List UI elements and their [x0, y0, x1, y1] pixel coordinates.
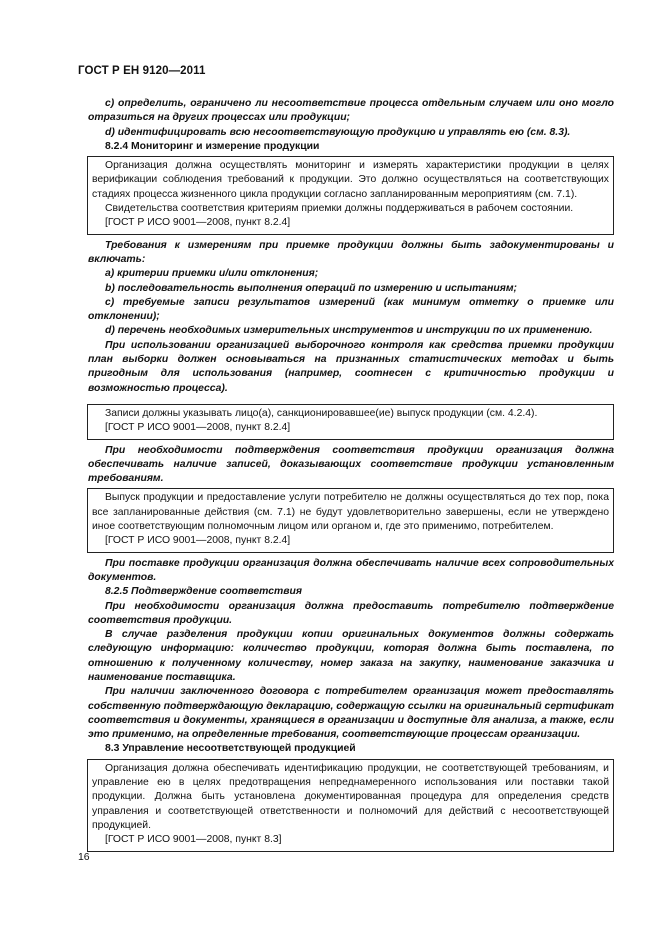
paragraph: d) идентифицировать всю несоответствующую продукцию и управлять ею (см. 8.3).: [105, 126, 571, 138]
document-header: ГОСТ Р ЕН 9120—2011: [78, 65, 206, 77]
quote-reference: [ГОСТ Р ИСО 9001—2008, пункт 8.3]: [105, 834, 282, 846]
quote-reference: [ГОСТ Р ИСО 9001—2008, пункт 8.2.4]: [105, 422, 291, 434]
paragraph: Требования к измерениям при приемке продукции должны быть задокументированы и включать:: [88, 239, 614, 265]
list-item: d) перечень необходимых измерительных инструментов и инструкции по их применению.: [105, 325, 593, 337]
paragraph: c) определить, ограничено ли несоответствие процесса отдельным случаем или оно могло отразиться на других процессах или продукции;: [88, 98, 614, 124]
list-item: c) требуемые записи результатов измерений (как минимум отметку о приемке или отклонении);: [88, 296, 614, 323]
section-heading-8-2-5: 8.2.5 Подтверждение соответствия: [105, 586, 302, 598]
paragraph: При поставке продукции организация должна обеспечивать наличие всех сопроводительных документов.: [88, 557, 614, 583]
iso-quote-box: [87, 488, 614, 552]
iso-quote-box: [87, 404, 614, 440]
quote-reference: [ГОСТ Р ИСО 9001—2008, пункт 8.2.4]: [105, 535, 291, 547]
quote-text: Организация должна осуществлять мониторинг и измерять характеристики продукции в целях верификации соблюдения требований к продукции. Это должно осуществляться на соответствующих стадиях процесса жизненного цикла продукции согласно запланированным мероприятиям (см. 7.1).: [92, 160, 609, 200]
quote-reference: [ГОСТ Р ИСО 9001—2008, пункт 8.2.4]: [105, 217, 291, 229]
paragraph: При необходимости подтверждения соответствия продукции организация должна обеспечивать наличие записей, доказывающих соответствие продукции установленным требованиям.: [88, 444, 614, 485]
quote-text: Записи должны указывать лицо(а), санкционировавшее(ие) выпуск продукции (см. 4.2.4).: [105, 407, 538, 419]
paragraph: При наличии заключенного договора с потребителем организация может предоставлять собственную подтверждающую декларацию, содержащую ссылки на оригинальный сертификат соответствия и документы, хранящиеся в организации и доступные для анализа, а также, если это применимо, на определенные требования, соответствующие процессам организации.: [88, 686, 614, 741]
quote-text: Свидетельства соответствия критериям приемки должны поддерживаться в рабочем состоянии.: [105, 203, 574, 215]
list-item: a) критерии приемки и/или отклонения;: [105, 268, 319, 280]
section-heading-8-2-4: 8.2.4 Мониторинг и измерение продукции: [105, 140, 320, 152]
page-content: [88, 97, 614, 856]
list-item: b) последовательность выполнения операций по измерению и испытаниям;: [105, 282, 517, 294]
section-heading-8-3: 8.3 Управление несоответствующей продукцией: [105, 743, 356, 755]
paragraph: В случае разделения продукции копии оригинальных документов должны содержать следующую информацию: количество продукции, которая должна быть поставлена, по отношению к полученному количеству, номер заказа на закупку, наименование заказчика и наименование поставщика.: [88, 629, 614, 683]
page-number: 16: [78, 852, 90, 863]
paragraph: При использовании организацией выборочного контроля как средства приемки продукции план выборки должен основываться на признанных статистических методах и быть пригодным для использования (например, соотнесен с критичностью продукции и возможностью процесса).: [88, 339, 614, 394]
iso-quote-box: [87, 156, 614, 234]
quote-text: Выпуск продукции и предоставление услуги потребителю не должны осуществляться до тех пор, пока все запланированные действия (см. 7.1) не будут удовлетворительно завершены, если не утверждено иное соответствующим полномочным лицом или органом и, где это применимо, потребителем.: [92, 492, 609, 533]
iso-quote-box: [87, 759, 614, 852]
quote-text: Организация должна обеспечивать идентификацию продукции, не соответствующей требованиям, и управление ею в целях предотвращения непреднамеренного использования или поставки такой продукции. Должна быть установлена документированная процедура для определения средств управления и соответствующей ответственности и полномочий для действий с несоответствующей продукцией.: [92, 762, 609, 831]
paragraph: При необходимости организация должна предоставить потребителю подтверждение соответствия продукции.: [88, 600, 614, 626]
